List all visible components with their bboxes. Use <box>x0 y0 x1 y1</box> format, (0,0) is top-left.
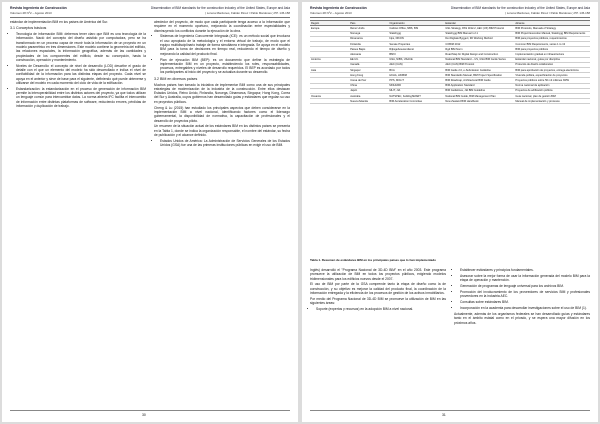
running-authors: ( Lorena Mardones, Fabián Pérez / Pablo Mardones ) PP. 145-158 <box>205 11 290 15</box>
table-cell-org: Rijksgebouwendienst <box>388 47 444 52</box>
list-item: • Incorporación en la academia para desarrollar investigaciones sobre el uso de BIM (1). <box>460 306 590 310</box>
page-header <box>10 6 290 18</box>
paragraph: estándar de implementación BIM en los países de América del Sur. <box>10 20 109 24</box>
paragraph: alrededor del proyecto, de modo que cada participante tenga acceso a la información que requiere en el momento oportuno, mejorando la coordinación entre especialidades y disminuyendo los conflictos durante la ejecución de la obra. <box>154 20 290 33</box>
text-column-left <box>310 268 446 404</box>
table-cell-scope: Protocolo de diseño colaborativo <box>514 62 590 67</box>
table-cell-org: BMVI <box>388 52 444 57</box>
footer-rule <box>310 410 590 411</box>
list-item: • Estados Unidos de América: La Administración de Servicios Generales de los Estados Unidos (GSA) fue una de las primeras instituciones públicas en exigir el uso de BIM. <box>160 139 290 148</box>
column-header: Estándar <box>444 21 514 26</box>
table-cell-country: Noruega <box>349 31 388 36</box>
table-cell-std: GSL Strategy, PAS 1192-2, AEC (UK) BIM Protocol <box>444 26 514 31</box>
table-cell-std: Road Map for Digital Design and Construction <box>444 52 514 57</box>
column-header: País <box>349 21 388 26</box>
table-cell-org: HKHA, HKIBIM <box>388 73 444 78</box>
table-cell-scope: Proyectos públicos sobre 50 mil millones KRW <box>514 78 590 83</box>
table-cell-country: China <box>349 83 388 88</box>
bullet-list <box>10 32 146 108</box>
bullet-list <box>310 307 446 311</box>
table-cell-std: COBIM 2012 <box>444 42 514 47</box>
column-header: Organización <box>388 21 444 26</box>
list-item: • Generación de programas de lenguaje universal para los archivos BIM. <box>460 284 590 288</box>
list-item: • Promoción del involucramiento de los proveedores de servicios BIM y profesionales proveedores en la industria AEC. <box>460 290 590 299</box>
table-cell-scope: Common BIM Requirements, series 1 to 13 <box>514 42 590 47</box>
table-cell-org: MLIT, JIA <box>388 88 444 93</box>
table-cell-scope: Guía nacional, plan de gestión BIM <box>514 94 590 99</box>
table-cell-std: BIM Roadmap, Architectural BIM Guide <box>444 78 514 83</box>
magazine-name: Revista Ingeniería de Construcción <box>10 6 67 10</box>
paragraph: El uso de BIM por parte de la GSA comprende tanto la etapa de diseño como la de construcción, y su objetivo es mejorar la calidad del producto final, la coordinación de la información entregada y la eficiencia de los procesos de gestión de los activos inmobiliarios. <box>310 282 446 296</box>
paragraph: Actualmente, además de los organismos federales se han desarrollado guías y estándares tanto en el ámbito estatal como en el privado, y se espera una mayor difusión en los próximos años. <box>454 311 590 325</box>
text-column-right <box>454 268 590 404</box>
table-caption: Tabla 1. Resumen de estándares BIM en los principales países que lo han implementado <box>310 258 436 262</box>
table-cell-scope: Proyectos de edificación pública <box>514 88 590 93</box>
list-item: • Tecnología de información BIM: debemos tener claro que BIM es una tecnología de la información. Nació del concepto del diseño asistido por computadora, pero se ha transformado en un proceso capaz de reunir toda la información de un proyecto en un modelo paramétrico en tres dimensiones. Este modelo contiene la geometría del edificio, las relaciones espaciales, la información geográfica, además de las cantidades y propiedades de los componentes del edificio, desde su concepción, hasta la construcción, operación y mantenimiento. <box>16 32 146 62</box>
table-cell-country: Hong Kong <box>349 73 388 78</box>
volume-info: Volumen 28 Nº2 – Agosto 2013 <box>10 11 52 15</box>
table-cell-std: National BIM Standard – US, GSA BIM Guide Series <box>444 57 514 62</box>
page-number: 31 <box>442 413 446 417</box>
list-item: • Asesorar sobre la mejor forma de usar la información generada del modelo BIM para la etapa de operación y mantención. <box>460 274 590 283</box>
table-cell-org: bips, DIKON <box>388 36 444 41</box>
paragraph: Muchos países han tomado la iniciativa de implementar BIM como una de sus principales estrategias de modernización de la industria de la construcción. Entre ellos destacan Estados Unidos, Reino Unido, Finlandia, Noruega, Dinamarca, Singapur, Hong Kong, Corea del Sur y Australia, cuyos gobiernos han desarrollado guías y estándares que regulan su uso en proyectos públicos. <box>154 82 290 104</box>
table-cell-country: Reino Unido <box>349 26 388 31</box>
page-number: 30 <box>142 413 146 417</box>
table-cell-org: BCA <box>388 68 444 73</box>
table-cell-scope: Manual de implementación y procesos <box>514 99 590 104</box>
table-cell-country: Alemania <box>349 52 388 57</box>
table-cell-scope: Vivienda pública, especificación de proyectos <box>514 73 590 78</box>
table-cell-org: Senate Properties <box>388 42 444 47</box>
table-cell-region: América <box>310 57 349 62</box>
table-cell-org: PPS, MOLIT <box>388 78 444 83</box>
list-item: • Consultas sobre estándares BIM. <box>460 300 590 304</box>
table-cell-country: EE.UU. <box>349 57 388 62</box>
text-column-left <box>10 20 146 404</box>
table-cell-country: Dinamarca <box>349 36 388 41</box>
right-page <box>302 2 598 422</box>
page-header <box>310 6 590 18</box>
list-item: • Sistemas de Ingeniería Concurrente Integrada (ICE): es un método social que involucra el uso apropiado de la metodología y el entorno virtual de trabajo, de modo que el equipo multidisciplinario trabaje de forma simultánea e integrada. Se apoya en el modelo BIM para la toma de decisiones en tiempo real, reduciendo el tiempo de diseño y mejorando la calidad del producto final. <box>160 34 290 55</box>
table-cell-std: BIM Guide 2.0, e-Submission Guideline <box>444 68 514 73</box>
column-header: Alcance <box>514 21 590 26</box>
table-body <box>310 26 590 104</box>
table-cell-std: BIM Guidelines, JIA BIM Guideline <box>444 88 514 93</box>
volume-info: Volumen 28 Nº2 – Agosto 2013 <box>310 11 352 15</box>
running-title: Dissemination of BIM standards for the construction industry of the United States, Europe and Asia <box>450 6 590 10</box>
table-cell-scope: BIM para proyectos públicos <box>514 47 590 52</box>
table-cell-std: Statsbygg BIM Manual 1.2.1 <box>444 31 514 36</box>
table-cell-scope: Estándar nacional, guías por disciplina <box>514 57 590 62</box>
paragraph: Inglés) desarrolló el "Programa Nacional de 3D-4D BIM" en el año 2003. Este programa promueve la utilización de BIM en todos los proyectos públicos, exigiendo modelos tridimensionales para los edificios nuevos desde el 2007. <box>310 268 446 281</box>
table-cell-country: Corea del Sur <box>349 78 388 83</box>
table-cell-org: Cabinet Office, NBS, BSI <box>388 26 444 31</box>
section-heading: 3.2 BIM en diversos países <box>154 76 198 81</box>
table-cell-region <box>310 99 349 104</box>
table-cell-scope: BIM Protocols, Manuals of Strategy <box>514 26 590 31</box>
table-cell-std: BIM Application Standard <box>444 83 514 88</box>
section-heading: 3.1 Conceptos básicos <box>10 26 47 31</box>
bullet-list <box>454 268 590 310</box>
table-cell-org: Statsbygg <box>388 31 444 36</box>
left-page <box>2 2 298 422</box>
table-cell-scope: BIM para aprobación de proyectos, entrega electrónica <box>514 68 590 73</box>
table-cell-std: New Zealand BIM Handbook <box>444 99 514 104</box>
table-cell-region: Europa <box>310 26 349 31</box>
list-item: • Establecer estándares y principios fundamentales. <box>460 268 590 272</box>
table-cell-country: Nueva Zelanda <box>349 99 388 104</box>
running-title: Dissemination of BIM standards for the construction industry of the United States, Europe and Asia <box>150 6 290 10</box>
bullet-list <box>154 139 290 148</box>
table-cell-region: Oceanía <box>310 94 349 99</box>
table-cell-std: BIM Standards Manual, BIM Project Specification <box>444 73 514 78</box>
list-item: • Soporte (expertos y recursos) en la adopción BIM a nivel nacional. <box>316 307 446 311</box>
list-item: • Estandarización: la estandarización en el proceso de generación de información BIM permite la interoperabilidad entre los distintos actores del proyecto, ya que todos utilizan un lenguaje común para intercambiar datos. La norma abierta IFC facilita el intercambio de información entre distintas plataformas de software, reduciendo errores, pérdidas de información y duplicación de trabajo. <box>16 87 146 108</box>
table-cell-region: Asia <box>310 68 349 73</box>
table-cell-std: Det Digitale Byggeri, 3D Working Method <box>444 36 514 41</box>
footer-rule <box>10 410 290 411</box>
table-cell-org: NATSPEC, buildingSMART <box>388 94 444 99</box>
column-header: Región <box>310 21 349 26</box>
running-authors: ( Lorena Mardones, Fabián Pérez / Pablo Mardones ) PP. 145-158 <box>505 11 590 15</box>
table-cell-std: National BIM Guide, BIM Management Plan <box>444 94 514 99</box>
table-cell-country: Australia <box>349 94 388 99</box>
magazine-name: Revista Ingeniería de Construcción <box>310 6 367 10</box>
table-cell-scope: BIM Project Execution Manual, Statsbygg BIM Requirements <box>514 31 590 36</box>
table-cell-country: Canadá <box>349 62 388 67</box>
paragraph: Un resumen de la situación actual de los estándares BIM en los distintos países se presenta en la Tabla 1, donde se indica la organización responsable, el nombre del estándar, su fecha de publicación y el alcance definido. <box>154 124 290 137</box>
standards-table <box>310 20 590 104</box>
table-cell-std: AEC (CAN) BIM Protocol <box>444 62 514 67</box>
list-item: • Niveles de Desarrollo: el concepto de nivel de desarrollo (LOD) describe el grado de detalle con el que un elemento del modelo ha sido desarrollado e indica el nivel de confiabilidad de la información para las distintas etapas del proyecto. Cada nivel se apoya en el anterior y sirve de base para el siguiente, definiendo qué puede obtenerse y utilizarse del modelo en cada momento del ciclo de vida de la edificación. <box>16 64 146 85</box>
table-cell-scope: Implementación gradual en infraestructura <box>514 52 590 57</box>
table-cell-org: BIM Acceleration Committee <box>388 99 444 104</box>
table-cell-scope: BIM para proyectos públicos, requerimientos <box>514 36 590 41</box>
table-cell-org: AEC (CAN) <box>388 62 444 67</box>
table-cell-country: Singapur <box>349 68 388 73</box>
table-cell-org: MOHURD <box>388 83 444 88</box>
table-cell-scope: Norma nacional de aplicación <box>514 83 590 88</box>
bullet-list <box>154 34 290 74</box>
paragraph: Por medio del Programa Nacional de 3D-4D BIM se promueve la utilización de BIM en las siguientes áreas: <box>310 296 446 306</box>
table-cell-org: GSA, NIBS, USACE <box>388 57 444 62</box>
table-cell-country: Finlandia <box>349 42 388 47</box>
list-item: • Plan de ejecución BIM (BEP): es un documento que define la estrategia de implementación BIM en un proyecto, estableciendo los roles, responsabilidades, procesos, entregables y niveles de desarrollo requeridos. El BEP es acordado por todos los participantes al inicio del proyecto y se actualiza durante su desarrollo. <box>160 58 290 75</box>
paragraph: Cheng & Lu (2015) han estudiado los principales aspectos que deben considerarse en la implementación BIM a nivel nacional, identificando factores como el liderazgo gubernamental, la disponibilidad de normativa, la capacitación de profesionales y el desarrollo de proyectos piloto. <box>154 105 290 123</box>
table-cell-std: Rgd BIM Norm <box>444 47 514 52</box>
table-cell-country: Japón <box>349 88 388 93</box>
table-row <box>310 99 590 104</box>
text-column-right <box>154 20 290 404</box>
table-cell-country: Países Bajos <box>349 47 388 52</box>
